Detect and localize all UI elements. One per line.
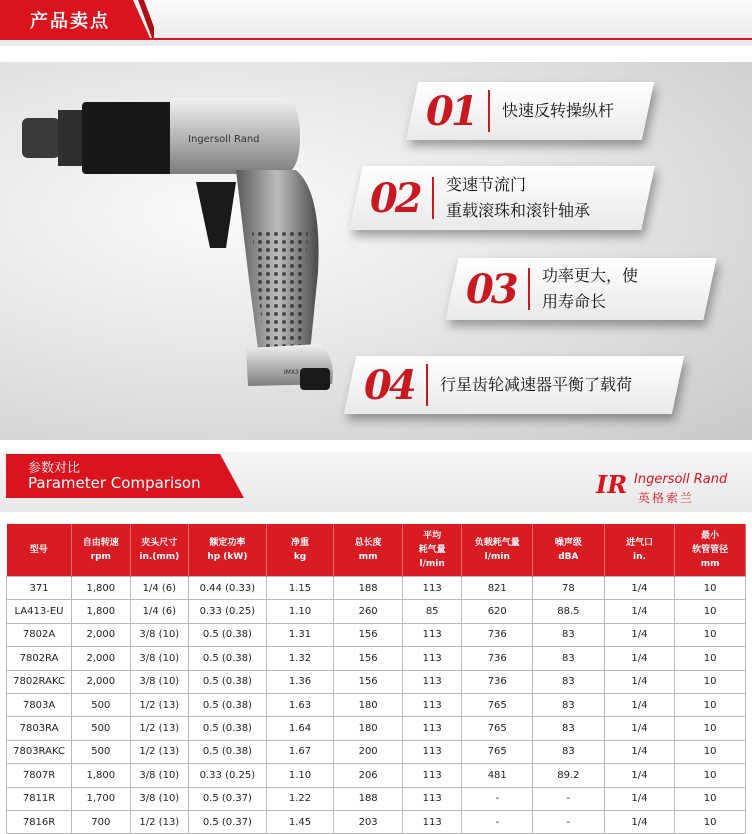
table-cell: 83 (533, 740, 605, 763)
column-header (334, 524, 403, 577)
table-cell: 83 (533, 693, 605, 716)
column-header (675, 524, 746, 577)
table-cell: 113 (402, 623, 462, 646)
column-header (7, 524, 72, 577)
table-cell: 736 (462, 647, 533, 670)
table-cell: 1/4 (604, 810, 675, 833)
comparison-header (0, 452, 752, 512)
table-cell: 10 (675, 693, 746, 716)
table-cell: 1/2 (13) (130, 740, 189, 763)
table-cell: 83 (533, 647, 605, 670)
table-cell: 88.5 (533, 600, 605, 623)
table-cell: 2,000 (72, 623, 131, 646)
column-header-line: 噪声级 (554, 538, 582, 548)
table-cell: 10 (675, 740, 746, 763)
table-cell: 188 (334, 787, 403, 810)
table-cell: 85 (402, 600, 462, 623)
table-cell: 1.36 (266, 670, 334, 693)
feature-03 (445, 258, 716, 320)
table-row (7, 810, 746, 833)
table-cell: 206 (334, 764, 403, 787)
table-cell: 0.5 (0.37) (189, 787, 267, 810)
table-cell: 371 (7, 577, 72, 600)
table-row (7, 600, 746, 623)
table-cell: 83 (533, 717, 605, 740)
ingersoll-rand-logo (596, 470, 746, 506)
table-row (7, 787, 746, 810)
column-header-line: mm (700, 559, 720, 569)
table-cell: 1/4 (604, 600, 675, 623)
column-header-line: l/min (419, 559, 445, 569)
table-cell: 1/4 (6) (130, 577, 189, 600)
table-cell: 3/8 (10) (130, 623, 189, 646)
column-header-line: hp (kW) (207, 552, 248, 562)
table-cell: 0.33 (0.25) (189, 600, 267, 623)
feature-number: 02 (370, 174, 420, 222)
table-cell: 10 (675, 647, 746, 670)
column-header-line: 软管管径 (692, 545, 729, 555)
column-header-line: 最小 (701, 531, 720, 541)
column-header-line: rpm (90, 552, 111, 562)
table-cell: 3/8 (10) (130, 787, 189, 810)
logo-name-en: Ingersoll Rand (634, 472, 728, 487)
table-cell: 156 (334, 623, 403, 646)
product-hero (0, 62, 752, 440)
table-cell: 113 (402, 717, 462, 740)
table-cell: 10 (675, 810, 746, 833)
logo-ir-mark: IR (596, 470, 628, 499)
table-cell: 78 (533, 577, 605, 600)
table-cell: 203 (334, 810, 403, 833)
table-cell: 7807R (7, 764, 72, 787)
table-cell: - (533, 810, 605, 833)
table-cell: 113 (402, 810, 462, 833)
table-cell: 1/4 (604, 670, 675, 693)
feature-divider (528, 268, 530, 310)
table-cell: 7803RA (7, 717, 72, 740)
table-cell: 1,800 (72, 600, 131, 623)
table-cell: 10 (675, 787, 746, 810)
model-engraving: IMX3 (284, 369, 299, 376)
table-cell: 7802RA (7, 647, 72, 670)
feature-divider (488, 90, 490, 132)
table-cell: 1.10 (266, 600, 334, 623)
table-cell: 260 (334, 600, 403, 623)
table-header-row (7, 524, 746, 577)
table-cell: 1/4 (604, 787, 675, 810)
table-cell: 113 (402, 764, 462, 787)
table-cell: 3/8 (10) (130, 647, 189, 670)
table-cell: 1/4 (604, 693, 675, 716)
table-cell: 10 (675, 717, 746, 740)
table-cell: 736 (462, 623, 533, 646)
column-header (533, 524, 605, 577)
feature-01 (406, 82, 654, 140)
table-cell: 0.44 (0.33) (189, 577, 267, 600)
column-header-line: 负载耗气量 (474, 538, 520, 548)
column-header-line: 平均 (423, 531, 442, 541)
table-cell: 500 (72, 740, 131, 763)
table-cell: 700 (72, 810, 131, 833)
feature-divider (426, 364, 428, 406)
table-row (7, 577, 746, 600)
table-cell: 156 (334, 670, 403, 693)
column-header-line: in.(mm) (139, 552, 180, 562)
table-cell: 7816R (7, 810, 72, 833)
table-row (7, 670, 746, 693)
table-cell: 765 (462, 717, 533, 740)
table-row (7, 764, 746, 787)
comparison-title-en: Parameter Comparison (28, 474, 201, 492)
table-cell: 1/2 (13) (130, 693, 189, 716)
section-header (0, 0, 752, 46)
table-cell: 481 (462, 764, 533, 787)
table-row (7, 740, 746, 763)
table-cell: 1.64 (266, 717, 334, 740)
table-cell: 3/8 (10) (130, 764, 189, 787)
page-title: 产品卖点 (30, 11, 110, 32)
table-cell: 180 (334, 693, 403, 716)
table-cell: 500 (72, 693, 131, 716)
column-header-line: l/min (484, 552, 510, 562)
table-cell: 1.22 (266, 787, 334, 810)
table-cell: 7803A (7, 693, 72, 716)
table-cell: 1/2 (13) (130, 717, 189, 740)
table-cell: 113 (402, 693, 462, 716)
feature-text: 功率更大，使 用寿命长 (542, 266, 639, 311)
table-cell: 765 (462, 740, 533, 763)
table-row (7, 647, 746, 670)
table-cell: 3/8 (10) (130, 670, 189, 693)
table-cell: 1.15 (266, 577, 334, 600)
column-header (72, 524, 131, 577)
table-cell: 0.5 (0.38) (189, 740, 267, 763)
feature-divider (432, 177, 434, 219)
table-cell: 113 (402, 577, 462, 600)
feature-02 (349, 166, 655, 230)
column-header (266, 524, 334, 577)
table-cell: 1/2 (13) (130, 810, 189, 833)
table-cell: 1/4 (604, 647, 675, 670)
feature-04 (344, 356, 684, 414)
column-header-line: 型号 (29, 545, 48, 555)
table-row (7, 623, 746, 646)
table-cell: 0.5 (0.38) (189, 647, 267, 670)
table-cell: 113 (402, 647, 462, 670)
table-row (7, 717, 746, 740)
table-cell: 2,000 (72, 670, 131, 693)
column-header-line: in. (633, 552, 646, 562)
table-cell: - (462, 787, 533, 810)
table-cell: 0.33 (0.25) (189, 764, 267, 787)
table-cell: 83 (533, 670, 605, 693)
table-cell: 620 (462, 600, 533, 623)
table-cell: 113 (402, 670, 462, 693)
table-cell: - (462, 810, 533, 833)
feature-number: 04 (364, 361, 414, 409)
table-cell: 7802RAKC (7, 670, 72, 693)
table-cell: 2,000 (72, 647, 131, 670)
column-header-line: dBA (558, 552, 579, 562)
column-header (402, 524, 462, 577)
table-cell: 765 (462, 693, 533, 716)
table-cell: 1,800 (72, 577, 131, 600)
table-cell: 1/4 (604, 764, 675, 787)
table-row (7, 693, 746, 716)
table-body (7, 577, 746, 834)
table-cell: 0.5 (0.38) (189, 717, 267, 740)
table-cell: 10 (675, 623, 746, 646)
table-cell: 7802A (7, 623, 72, 646)
table-cell: 10 (675, 670, 746, 693)
table-cell: 0.5 (0.38) (189, 693, 267, 716)
table-cell: 1,800 (72, 764, 131, 787)
table-cell: 0.5 (0.38) (189, 623, 267, 646)
column-header-line: mm (358, 552, 378, 562)
table-cell: 1.32 (266, 647, 334, 670)
table-cell: 10 (675, 764, 746, 787)
table-cell: 10 (675, 577, 746, 600)
table-cell: 1/4 (604, 740, 675, 763)
table-cell: 89.2 (533, 764, 605, 787)
table-cell: 1.67 (266, 740, 334, 763)
table-cell: 200 (334, 740, 403, 763)
table-cell: 113 (402, 787, 462, 810)
table-cell: 1.31 (266, 623, 334, 646)
header-divider (0, 38, 752, 40)
table-cell: 1/4 (604, 623, 675, 646)
feature-number: 03 (466, 265, 516, 313)
table-cell: 156 (334, 647, 403, 670)
table-cell: 1.45 (266, 810, 334, 833)
table-cell: 1/4 (604, 717, 675, 740)
feature-text: 变速节流门 重载滚珠和滚针轴承 (446, 175, 591, 220)
logo-name-cn: 英格索兰 (638, 491, 695, 505)
table-cell: 1/4 (604, 577, 675, 600)
air-drill-image (0, 62, 360, 440)
column-header-line: 夹头尺寸 (141, 538, 178, 548)
column-header-line: 耗气量 (418, 545, 446, 555)
column-header (604, 524, 675, 577)
table-cell: 113 (402, 740, 462, 763)
feature-text: 快速反转操纵杆 (502, 101, 615, 120)
column-header-line: 进气口 (625, 538, 653, 548)
table-cell: 7811R (7, 787, 72, 810)
column-header (130, 524, 189, 577)
table-cell: 10 (675, 600, 746, 623)
table-cell: 7803RAKC (7, 740, 72, 763)
table-cell: 736 (462, 670, 533, 693)
column-header-line: 额定功率 (209, 538, 246, 548)
column-header-line: 净重 (291, 538, 310, 548)
column-header-line: 自由转速 (82, 538, 119, 548)
table-cell: - (533, 787, 605, 810)
feature-text: 行星齿轮减速器平衡了载荷 (440, 375, 633, 394)
table-cell: 188 (334, 577, 403, 600)
table-cell: 1.63 (266, 693, 334, 716)
table-cell: 0.5 (0.37) (189, 810, 267, 833)
comparison-title-cn: 参数对比 (28, 461, 81, 476)
table-cell: 1/4 (6) (130, 600, 189, 623)
feature-number: 01 (426, 87, 476, 135)
table-cell: 180 (334, 717, 403, 740)
column-header (189, 524, 267, 577)
column-header-line: 总长度 (354, 538, 382, 548)
parameter-table (6, 524, 746, 834)
table-cell: 1.10 (266, 764, 334, 787)
table-cell: 500 (72, 717, 131, 740)
table-cell: 821 (462, 577, 533, 600)
column-header-line: kg (293, 552, 307, 562)
table-cell: 83 (533, 623, 605, 646)
brand-engraving: Ingersoll Rand (188, 134, 260, 145)
table-cell: 1,700 (72, 787, 131, 810)
column-header (462, 524, 533, 577)
table-cell: LA413-EU (7, 600, 72, 623)
table-cell: 0.5 (0.38) (189, 670, 267, 693)
